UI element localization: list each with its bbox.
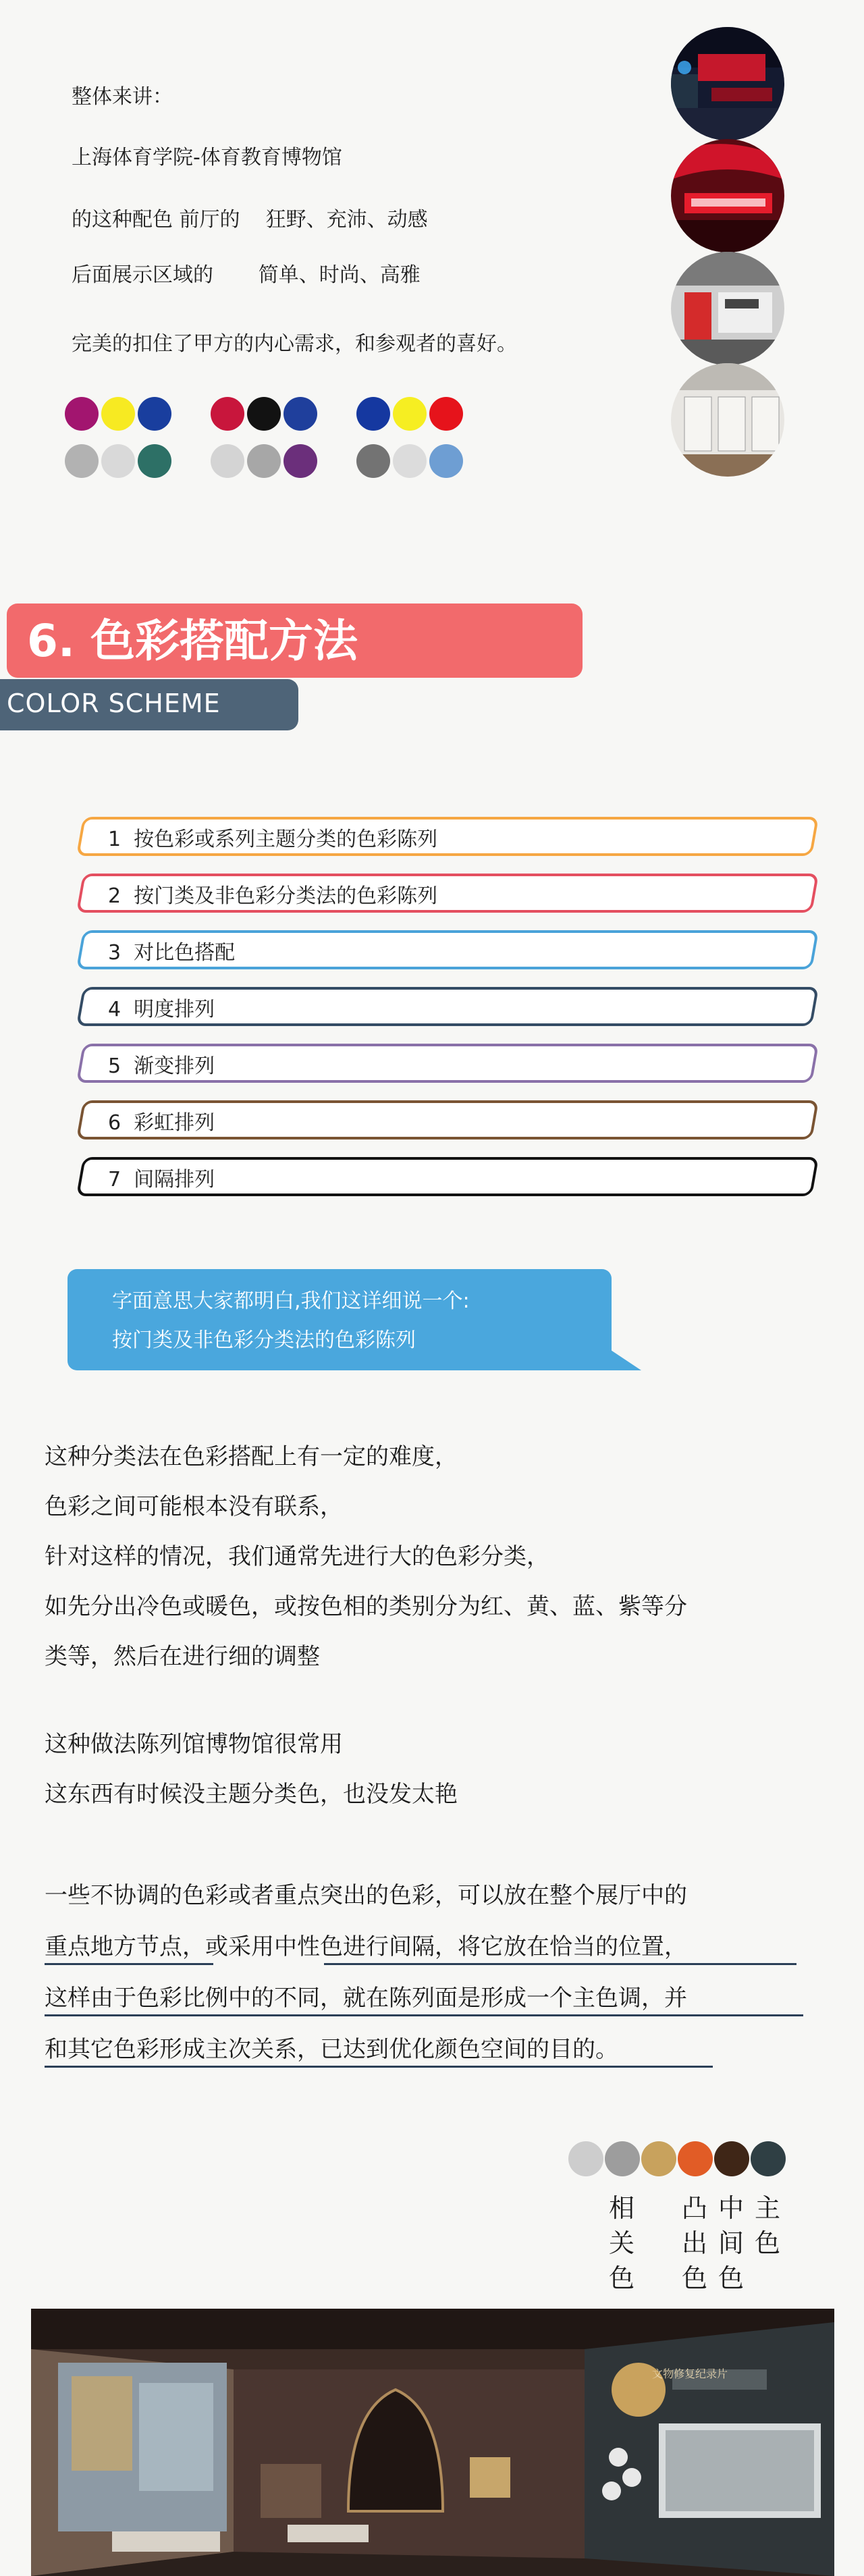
body-text-line: 重点地方节点，或采用中性色进行间隔，将它放在恰当的位置，	[45, 1933, 687, 1960]
museum-photo-4	[671, 363, 784, 477]
swatch	[393, 397, 427, 431]
body-text-line: 类等，然后在进行细的调整	[45, 1643, 320, 1670]
legend-label-middle: 中	[718, 2193, 745, 2223]
intro-line-5: 完美的扣住了甲方的内心需求，和参观者的喜好。	[72, 332, 517, 356]
legend-circle	[678, 2141, 713, 2176]
body-text-line: 一些不协调的色彩或者重点突出的色彩，可以放在整个展厅中的	[45, 1882, 687, 1909]
exhibition-hall-render	[31, 2309, 834, 2576]
swatch	[284, 397, 317, 431]
swatch	[284, 444, 317, 478]
bubble-line-1: 字面意思大家都明白,我们这详细说一个:	[112, 1289, 470, 1313]
body-text-line: 针对这样的情况，我们通常先进行大的色彩分类，	[45, 1543, 549, 1570]
swatch	[211, 397, 244, 431]
text-underline	[45, 1963, 213, 1965]
swatch	[356, 397, 390, 431]
swatch	[247, 397, 281, 431]
text-underline	[45, 2066, 713, 2068]
swatch	[356, 444, 390, 478]
legend-circle	[714, 2141, 749, 2176]
legend-label-prominent: 色	[682, 2263, 708, 2293]
intro-line-3: 的这种配色 前厅的 狂野、充沛、动感	[72, 208, 428, 232]
museum-photo-2	[671, 139, 784, 252]
legend-label-related: 相	[609, 2193, 635, 2223]
method-label-7: 7 间隔排列	[108, 1168, 215, 1191]
legend-label-main: 主	[755, 2193, 781, 2223]
section-subtitle: COLOR SCHEME	[7, 689, 221, 718]
method-label-4: 4 明度排列	[108, 998, 215, 1021]
legend-circle	[605, 2141, 640, 2176]
method-label-1: 1 按色彩或系列主题分类的色彩陈列	[108, 828, 438, 851]
legend-circle	[641, 2141, 676, 2176]
intro-line-4: 后面展示区域的 简单、时尚、高雅	[72, 263, 421, 287]
speech-bubble-tail	[601, 1343, 641, 1370]
method-label-2: 2 按门类及非色彩分类法的色彩陈列	[108, 884, 438, 908]
swatch	[101, 397, 135, 431]
bubble-line-2: 按门类及非色彩分类法的色彩陈列	[112, 1329, 416, 1352]
body-text-line: 这种分类法在色彩搭配上有一定的难度，	[45, 1443, 458, 1470]
swatch	[65, 397, 99, 431]
body-text-line: 这样由于色彩比例中的不同，就在陈列面是形成一个主色调，并	[45, 1985, 687, 2012]
body-text-line: 色彩之间可能根本没有联系，	[45, 1493, 343, 1520]
text-underline	[324, 1963, 796, 1965]
body-text-line: 这东西有时候没主题分类色，也没发太艳	[45, 1781, 458, 1808]
swatch	[101, 444, 135, 478]
swatch	[393, 444, 427, 478]
swatch	[429, 444, 463, 478]
museum-photo-1	[671, 27, 784, 140]
swatch	[429, 397, 463, 431]
legend-label-middle: 色	[718, 2263, 745, 2293]
body-text-line: 这种做法陈列馆博物馆很常用	[45, 1731, 343, 1758]
legend-label-main: 色	[755, 2228, 781, 2258]
section-title: 6. 色彩搭配方法	[27, 615, 358, 667]
legend-circle	[751, 2141, 786, 2176]
body-text-line: 和其它色彩形成主次关系，已达到优化颜色空间的目的。	[45, 2036, 618, 2063]
legend-label-prominent: 出	[682, 2228, 708, 2258]
text-underline	[45, 2014, 803, 2016]
legend-label-related: 关	[609, 2228, 635, 2258]
gallery-badge-text: 文物修复纪录片	[652, 2367, 728, 2380]
method-label-5: 5 渐变排列	[108, 1054, 215, 1078]
legend-label-prominent: 凸	[682, 2193, 708, 2223]
swatch	[211, 444, 244, 478]
body-text-line: 如先分出冷色或暖色，或按色相的类别分为红、黄、蓝、紫等分	[45, 1593, 687, 1620]
intro-line-1: 整体来讲：	[72, 85, 173, 109]
legend-label-middle: 间	[718, 2228, 745, 2258]
method-label-3: 3 对比色搭配	[108, 941, 236, 965]
legend-label-related: 色	[609, 2263, 635, 2293]
intro-line-2: 上海体育学院-体育教育博物馆	[72, 146, 342, 169]
museum-photo-3	[671, 252, 784, 365]
legend-circle	[568, 2141, 603, 2176]
swatch	[247, 444, 281, 478]
swatch	[138, 397, 171, 431]
swatch	[138, 444, 171, 478]
method-label-6: 6 彩虹排列	[108, 1111, 215, 1135]
swatch	[65, 444, 99, 478]
